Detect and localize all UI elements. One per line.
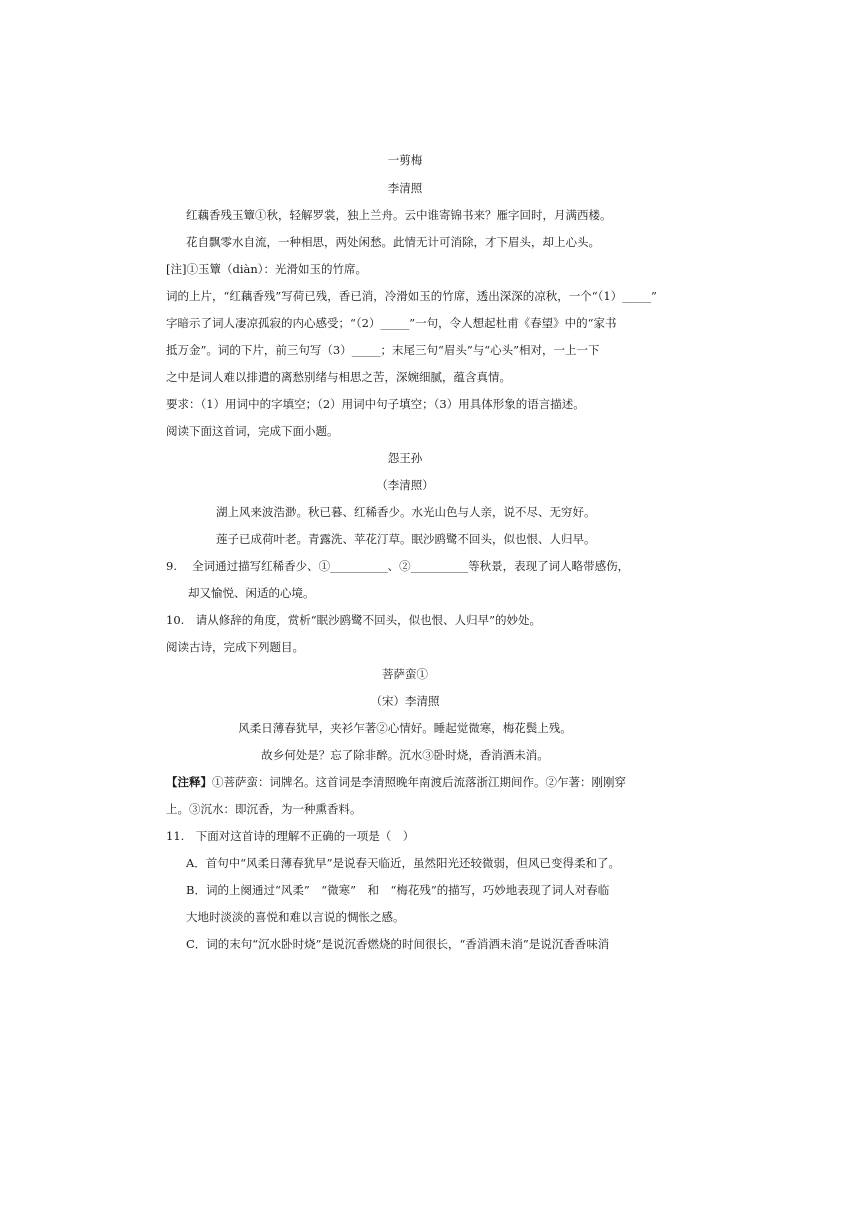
intro-poem3: 阅读古诗，完成下列题目。 xyxy=(166,640,304,654)
poem1-line1: 红藕香残玉簟①秋，轻解罗裳，独上兰舟。云中谁寄锦书来？雁字回时，月满西楼。 xyxy=(186,208,612,222)
poem1-line2: 花自飘零水自流，一种相思，两处闲愁。此情无计可消除，才下眉头，却上心头。 xyxy=(186,235,600,249)
question-11-option-a: A．首句中“风柔日薄春犹早”是说春天临近，虽然阳光还较微弱，但风已变得柔和了。 xyxy=(186,856,621,870)
poem3-notes-text1: ①菩萨蛮：词牌名。这首词是李清照晚年南渡后流落浙江期间作。②乍著：刚刚穿 xyxy=(212,775,626,789)
question-9-line1: 9. 全词通过描写红稀香少、①__________、②__________等秋景，表现了词人略带感伤， xyxy=(166,559,630,573)
poem3-title: 菩萨蛮① xyxy=(382,667,428,681)
question-11-stem: 11. 下面对这首诗的理解不正确的一项是（ ） xyxy=(166,829,415,843)
question-9-line2: 却又愉悦、闲适的心境。 xyxy=(188,586,315,600)
poem1-analysis-line2: 字暗示了词人凄凉孤寂的内心感受；“（2）_____”一句，令人想起杜甫《春望》中的“家书 xyxy=(166,316,617,330)
poem1-requirement: 要求：（1）用词中的字填空；（2）用词中句子填空；（3）用具体形象的语言描述。 xyxy=(166,397,585,411)
poem1-analysis-line3: 抵万金”。词的下片，前三句写（3）_____；末尾三句“眉头”与“心头”相对，一上一下 xyxy=(166,343,600,357)
poem3-notes-line1 xyxy=(166,774,626,790)
question-11-option-b-line2: 大地时淡淡的喜悦和难以言说的惆怅之感。 xyxy=(186,910,405,924)
intro-poem2: 阅读下面这首词，完成下面小题。 xyxy=(166,424,339,438)
poem1-analysis-line4: 之中是词人难以排遣的离愁别绪与相思之苦，深婉细腻，蕴含真情。 xyxy=(166,370,511,384)
poem2-author: （李清照） xyxy=(376,478,434,492)
poem3-notes-line2: 上。③沉水：即沉香，为一种熏香料。 xyxy=(166,802,362,816)
poem2-title: 怨王孙 xyxy=(387,451,423,465)
poem3-line1: 风柔日薄春犹早，夹衫乍著②心情好。睡起觉微寒，梅花鬓上残。 xyxy=(238,721,572,735)
poem2-line1: 湖上风来波浩渺。秋已暮、红稀香少。水光山色与人亲，说不尽、无穷好。 xyxy=(216,505,596,519)
poem2-line2: 莲子已成荷叶老。青露洗、苹花汀草。眠沙鸥鹭不回头，似也恨、人归早。 xyxy=(216,532,596,546)
poem3-author: （宋）李清照 xyxy=(370,694,440,708)
poem3-line2: 故乡何处是？忘了除非醉。沉水③卧时烧，香消酒未消。 xyxy=(261,748,549,762)
question-10: 10. 请从修辞的角度，赏析“眠沙鸥鹭不回头，似也恨、人归早”的妙处。 xyxy=(166,613,542,627)
poem1-note: [注]①玉簟（diàn）：光滑如玉的竹席。 xyxy=(166,262,368,276)
question-11-option-c: C．词的末句“沉水卧时烧”是说沉香燃烧的时间很长，“香消酒未消”是说沉香香味消 xyxy=(186,937,610,951)
poem1-analysis-line1: 词的上片，“红藕香残”写荷已残，香已消，冷滑如玉的竹席，透出深深的凉秋，一个“（1）_____” xyxy=(166,289,657,303)
question-11-option-b-line1: B．词的上阕通过“风柔” “微寒” 和 “梅花残”的描写，巧妙地表现了词人对春临 xyxy=(186,883,610,897)
poem1-title: 一剪梅 xyxy=(387,153,423,167)
poem1-author: 李清照 xyxy=(387,181,423,195)
poem3-notes-label: 【注释】 xyxy=(166,775,212,789)
